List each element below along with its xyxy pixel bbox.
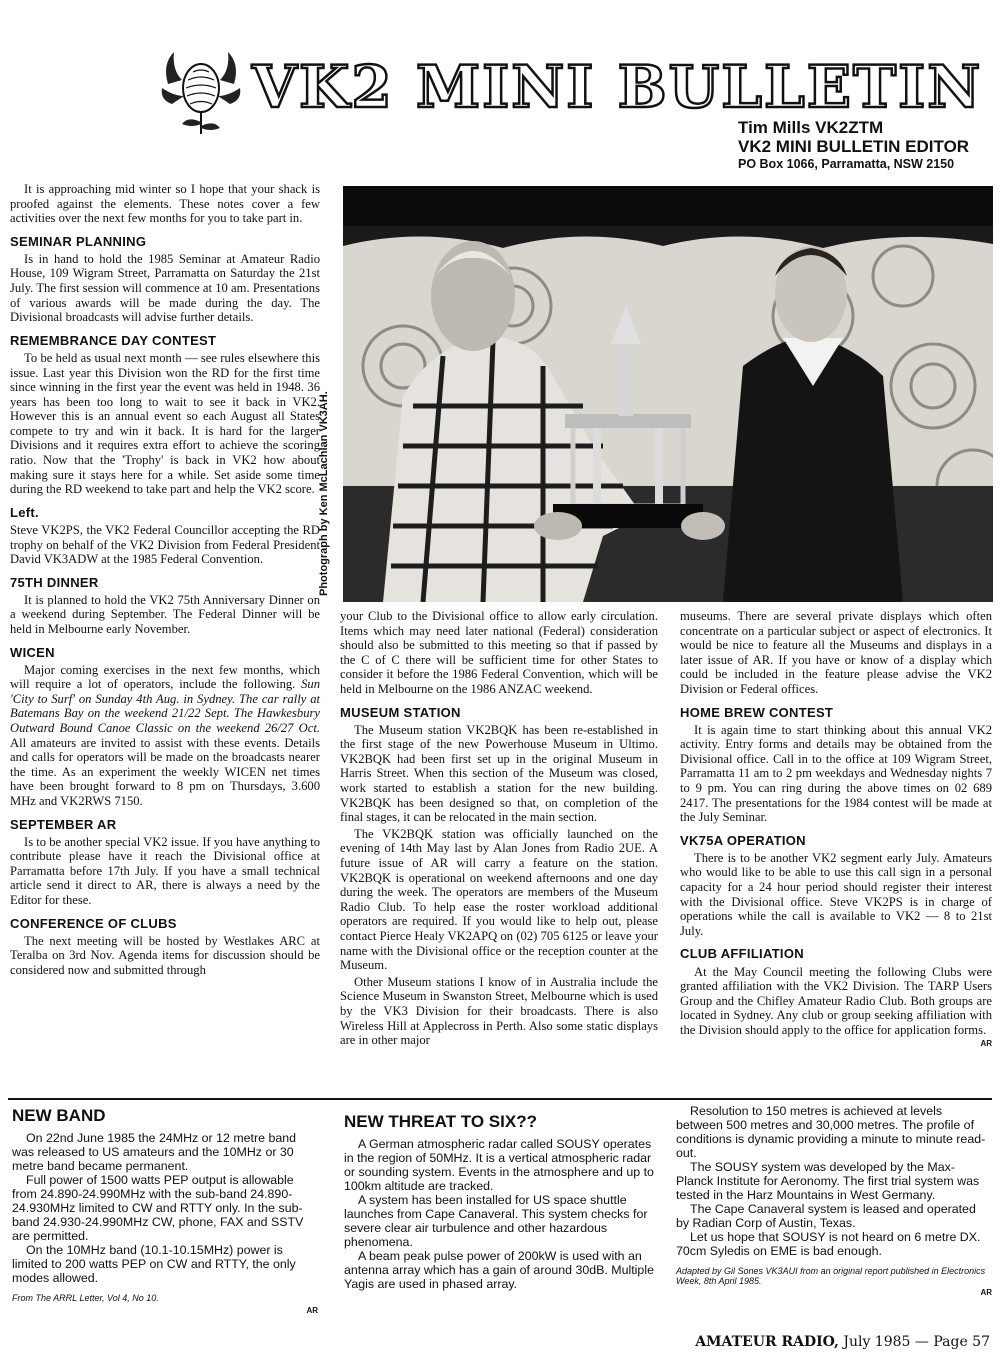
heading-homebrew: HOME BREW CONTEST <box>680 704 834 720</box>
wicen-text-b: All amateurs are invited to assist with these events. Details and calls for operators will be made on the broadcasts nearer the time. As an experiment the weekly WICEN net times have been brought forward to 8 pm on Thursdays, 3.600 MHz and VK2RWS 7150. <box>10 735 320 808</box>
new-band-paragraph-3: On the 10MHz band (10.1-10.15MHz) power is limited to 200 watts PEP on CW and RTTY, the only modes allowed. <box>12 1243 296 1286</box>
new-band-paragraph-1: On 22nd June 1985 the 24MHz or 12 metre band was released to US amateurs and the 10MHz or 30 metre band became permanent. <box>12 1131 297 1174</box>
heading-caption: Left. <box>10 504 39 520</box>
wicen-paragraph <box>10 663 320 809</box>
heading-threat: NEW THREAT TO SIX?? <box>344 1112 537 1131</box>
editor-address: PO Box 1066, Parramatta, NSW 2150 <box>738 156 955 171</box>
column-left <box>10 182 320 979</box>
heading-september: SEPTEMBER AR <box>10 816 117 832</box>
page-footer <box>695 1334 990 1350</box>
homebrew-paragraph: It is again time to start thinking about this annual VK2 activity. Entry forms and details may be obtained from the Divisional office. Call in to the office at 109 Wigram Street, Parramatta 11 am to 2 pm weekdays and Wednesday nights 7 to 9 pm. You can ring during the above times on 02 689 2417. The presentations for the 1984 contest will be made at the July Seminar. <box>680 722 992 825</box>
footer-magazine: AMATEUR RADIO, <box>695 1334 839 1350</box>
heading-vk75a: VK75A OPERATION <box>680 832 806 848</box>
heading-wicen: WICEN <box>10 644 55 660</box>
new-band-article <box>12 1106 318 1315</box>
threat-paragraph-7: Let us hope that SOUSY is not heard on 6 metre DX. 70cm Syledis on EME is bad enough. <box>676 1230 981 1259</box>
heading-museum: MUSEUM STATION <box>340 704 461 720</box>
seminar-paragraph: Is in hand to hold the 1985 Seminar at Amateur Radio House, 109 Wigram Street, Parramatta on Saturday the 21st July. The first session will commence at 10 am. Presentations of various awards will be made during the day. The Divisional broadcasts will advise further details. <box>10 251 320 325</box>
museum-paragraph-4: museums. There are several private displays which often concentrate on a particular subject or aspect of electronics. It would be nice to feature all the Museums and displays in a later issue of AR. If you have or know of a display which could be included in the feature please advise the VK2 Division or Federal offices. <box>680 609 992 696</box>
threat-article-continued <box>676 1104 992 1298</box>
wicen-events: Sun 'City to Surf' on Sunday 4th Aug. in Sydney. The car rally at Batemans Bay on the weekend 21/22 Sept. The Hawkesbury Outward Bound Canoe Classic on the weekend 26/27 Oct. <box>10 677 320 736</box>
end-mark-ar: AR <box>980 1039 992 1049</box>
september-paragraph: Is to be another special VK2 issue. If you have anything to contribute please have it reach the Divisional office at Parramatta before 17th July. If you have a small technical article send it direct to AR, there is always a need by the Editor for these. <box>10 834 320 908</box>
threat-paragraph-3: A beam peak pulse power of 200kW is used with an antenna array which has a gain of around 30dB. Multiple Yagis are used in phased array. <box>344 1249 654 1292</box>
masthead-title: VK2 MINI BULLETIN <box>252 53 983 121</box>
remembrance-paragraph: To be held as usual next month — see rules elsewhere this issue. Last year this Division won the RD for the first time since winning in the first year the event was held in 1948. 36 years has been too long to wait to see it back in VK2. However this is an annual event so each August all States compete to try and win it back. It is hard for the larger Divisions and it requires extra effort to achieve the scoring ratio. Now that the 'Trophy' is back in VK2 how about making sure it stays here for a while. Set aside some time during the RD weekend to take part and help the VK2 score. <box>10 350 320 497</box>
conference-continued: your Club to the Divisional office to allow early circulation. Items which may need later national (Federal) consideration should also be submitted to this meeting so that if passed by the C of C there will be sufficient time for other States to consider it before the 1986 Federal Convention, which will be held in Melbourne on the 1986 ANZAC weekend. <box>340 609 658 696</box>
heading-new-band: NEW BAND <box>12 1106 106 1125</box>
new-band-paragraph-2: Full power of 1500 watts PEP output is allowable from 24.890-24.990MHz with the sub-band 24.890-24.930MHz limited to CW and RTTY only. In the sub-band 24.930-24.990MHz CW, phone, FAX and SSTV are permitted. <box>12 1173 304 1244</box>
threat-article <box>344 1112 656 1291</box>
threat-paragraph-4: Resolution to 150 metres is achieved at levels between 500 metres and 30,000 metres. The profile of conditions is dynamic providing a minute to minute read-out. <box>676 1104 986 1161</box>
threat-paragraph-2: A system has been installed for US space shuttle launches from Cape Canaveral. This system checks for severe clear air turbulence and other hazardous phenomena. <box>344 1193 648 1250</box>
photo-caption: Steve VK2PS, the VK2 Federal Councillor accepting the RD trophy on behalf of the VK2 Division from Federal President David VK3ADW at the 1985 Federal Convention. <box>10 522 320 567</box>
new-band-source: From The ARRL Letter, Vol 4, No 10. <box>12 1293 159 1304</box>
heading-remembrance: REMEMBRANCE DAY CONTEST <box>10 332 217 348</box>
end-mark-ar-newband: AR <box>306 1305 318 1315</box>
threat-paragraph-6: The Cape Canaveral system is leased and operated by Radian Corp of Austin, Texas. <box>676 1202 976 1231</box>
waratah-flower-icon <box>160 44 242 136</box>
footer-issue: July 1985 — Page 57 <box>843 1334 990 1350</box>
heading-conference: CONFERENCE OF CLUBS <box>10 915 177 931</box>
museum-paragraph-3: Other Museum stations I know of in Australia include the Science Museum in Swanston Street, Melbourne which is used by the VK3 Division for their broadcasts. There is also Wireless Hill at Applecross in Perth. Also some static displays are in other major <box>340 974 658 1048</box>
vk75a-paragraph: There is to be another VK2 segment early July. Amateurs who would like to be able to use this call sign in a personal capacity for a 24 hour period should register their interest with the Divisional office. Steve VK2PS is in charge of operations while the call is available to VK2 — 8 to 21st July. <box>680 850 992 938</box>
conference-paragraph: The next meeting will be hosted by Westlakes ARC at Teralba on 3rd Nov. Agenda items for discussion should be considered now and submitted through <box>10 933 320 977</box>
dinner-paragraph: It is planned to hold the VK2 75th Anniversary Dinner on a weekend during September. The Federal Dinner will be held in Melbourne early November. <box>10 592 320 636</box>
affiliation-paragraph: At the May Council meeting the following Clubs were granted affiliation with the VK2 Division. The TARP Users Group and the Chifley Amateur Radio Club. Both groups are located in Sydney. Any club or group seeking affiliation with the Division should apply to the office for application forms. <box>680 964 992 1037</box>
threat-paragraph-5: The SOUSY system was developed by the Max-Planck Institute for Aeronomy. The first trial system was tested in the Harz Mountains in West Germany. <box>676 1160 980 1203</box>
end-mark-ar-threat: AR <box>980 1288 992 1298</box>
editor-name: Tim Mills VK2ZTM <box>738 118 884 137</box>
heading-seminar: SEMINAR PLANNING <box>10 233 147 249</box>
wicen-text-a: Major coming exercises in the next few months, which will require a lot of operators, include the following. <box>10 662 320 692</box>
heading-dinner: 75TH DINNER <box>10 574 99 590</box>
column-middle <box>340 609 658 1050</box>
editor-block <box>738 118 988 171</box>
photo-trophy-presentation <box>343 186 993 602</box>
threat-source: Adapted by Gil Sones VK3AUI from an original report published in Electronics Week, 8th April 1985. <box>676 1266 986 1287</box>
intro-paragraph: It is approaching mid winter so I hope that your shack is proofed against the elements. These notes cover a few activities over the next few months for you to take part in. <box>10 182 320 226</box>
photo-credit: Photograph by Ken McLachlan VK3AH. <box>318 391 330 596</box>
heading-affiliation: CLUB AFFILIATION <box>680 946 804 962</box>
section-divider <box>8 1098 992 1100</box>
museum-paragraph-2: The VK2BQK station was officially launched on the evening of 14th May last by Alan Jones from Radio 2UE. A future issue of AR will carry a feature on the station. VK2BQK is operational on weekend afternoons and one day during the week. The operators are members of the Museum Radio Club. To help ease the roster workload additional operators are required. If you would like to help out, please contact Pierce Healy VK2APQ on (02) 705 6125 or leave your name with the Divisional office or the reception counter at the Museum. <box>340 826 658 973</box>
threat-paragraph-1: A German atmospheric radar called SOUSY operates in the region of 50MHz. It is a vertical atmospheric radar or sounding system. Events in the atmosphere and up to 100km altitude are tracked. <box>344 1137 654 1194</box>
museum-paragraph-1: The Museum station VK2BQK has been re-established in the first stage of the new Powerhouse Museum in Ultimo. VK2BQK had been first set up in the original Museum in Harris Street. When this section of the Museum was closed, work started to establish a station for the new building. VK2BQK has been designed so that, on completion of the final stages, it can be relocated in the main section. <box>340 722 658 825</box>
column-right <box>680 609 992 1049</box>
editor-role: VK2 MINI BULLETIN EDITOR <box>738 137 970 157</box>
